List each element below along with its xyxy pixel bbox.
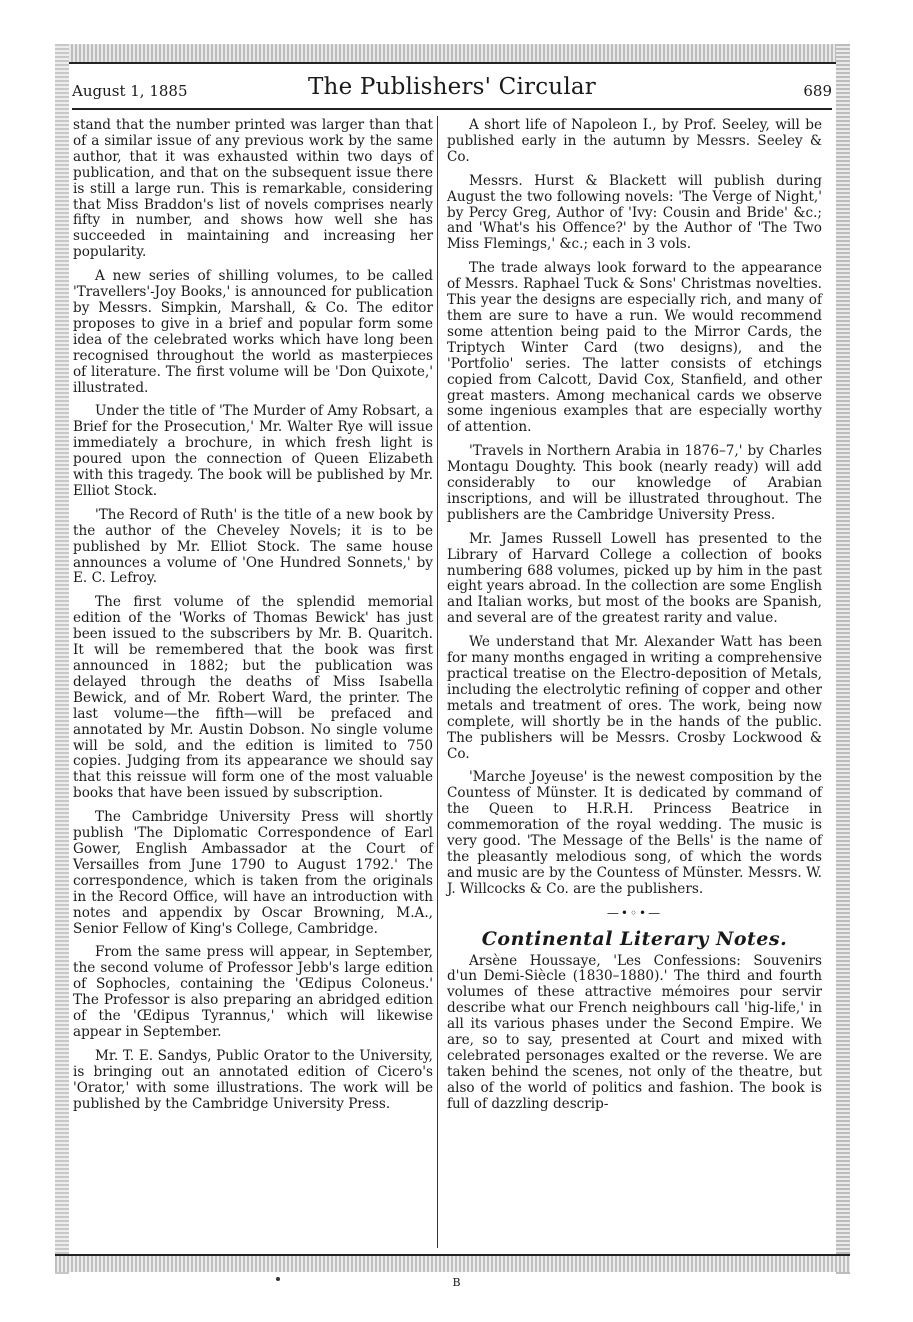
right-column — [447, 118, 822, 1121]
paragraph: stand that the number printed was larger than that of a similar issue of any previous work by the same author, that it was exhausted within two days of publication, and that on the subsequent issue there is still a large run. This is remarkable, considering that Miss Braddon's list of novels comprises nearly fifty in number, and shows how well she has succeeded in maintaining and increasing her popularity. — [73, 117, 433, 261]
signature-mark: B — [452, 1276, 461, 1289]
section-ornament: —•◦•— — [606, 905, 663, 920]
page-number: 689 — [803, 82, 832, 100]
paragraph: The first volume of the splendid memorial edition of the 'Works of Thomas Bewick' has just been issued to the subscribers by Mr. B. Quaritch. It will be remembered that the book was first announced in 1882; but the publication was delayed through the deaths of Miss Isabella Bewick, and of Mr. Robert Ward, the printer. The last volume—the fifth—will be prefaced and annotated by Mr. Austin Dobson. No single volume will be sold, and the edition is limited to 750 copies. Judging from its appearance we should say that this reissue will form one of the most valuable books that have been issued by subscription. — [73, 594, 433, 802]
left-column — [73, 118, 433, 1120]
paragraph: 'The Record of Ruth' is the title of a new book by the author of the Cheveley Novels; it is to be published by Mr. Elliot Stock. The same house announces a volume of 'One Hundred Sonnets,' by E. C. Lefroy. — [73, 506, 433, 587]
header-divider — [72, 108, 832, 110]
column-divider — [437, 116, 438, 1248]
right-border — [836, 44, 850, 1274]
paragraph: Messrs. Hurst & Blackett will publish during August the two following novels: 'The Verge of Night,' by Percy Greg, Author of 'Ivy: Cousin and Bride' &c.; and 'What's his Offence?' by the Author of 'The Two Miss Flemings,' &c.; each in 3 vols. — [447, 172, 822, 253]
paragraph: A short life of Napoleon I., by Prof. Seeley, will be published early in the autumn by Messrs. Seeley & Co. — [447, 117, 822, 165]
paragraph: Arsène Houssaye, 'Les Confessions: Souvenirs d'un Demi-Siècle (1830–1880).' The third and fourth volumes of these attractive mémoires pour servir describe what our French neighbours call 'hig-life,' in all its various phases under the Second Empire. We are, so to say, presented at Court and mixed with celebrated personages exalted or the reverse. We are taken behind the scenes, not only of the theatre, but also of the world of politics and fashion. The book is full of dazzling descrip- — [447, 952, 822, 1112]
top-border — [55, 44, 850, 64]
paragraph: We understand that Mr. Alexander Watt has been for many months engaged in writing a comprehensive practical treatise on the Electro-deposition of Metals, including the electrolytic refining of copper and other metals and treatment of ores. The work, being now complete, will shortly be in the hands of the public. The publishers will be Messrs. Crosby Lockwood & Co. — [447, 634, 822, 762]
paragraph: The trade always look forward to the appearance of Messrs. Raphael Tuck & Sons' Christmas novelties. This year the designs are especially rich, and many of them are sure to have a run. We would recommend some attention being paid to the Mirror Cards, the Triptych Winter Card (two designs), and the 'Portfolio' series. The latter consists of etchings copied from Calcott, David Cox, Stanfield, and other great masters. Among mechanical cards we observe some ingenious examples that are especially worthy of attention. — [447, 260, 822, 436]
paragraph: The Cambridge University Press will shortly publish 'The Diplomatic Correspondence of Earl Gower, English Ambassador at the Court of Versailles from June 1790 to August 1792.' The correspondence, which is taken from the originals in the Record Office, will have an introduction with notes and appendix by Oscar Browning, M.A., Senior Fellow of King's College, Cambridge. — [73, 809, 433, 937]
section-heading: Continental Literary Notes. — [481, 927, 788, 950]
paragraph: 'Marche Joyeuse' is the newest composition by the Countess of Münster. It is dedicated by command of the Queen to H.R.H. Princess Beatrice in commemoration of the royal wedding. The music is very good. 'The Message of the Bells' is the name of the pleasantly melodious song, of which the words and music are by the Countess of Münster. Messrs. W. J. Willcocks & Co. are the publishers. — [447, 769, 822, 897]
paragraph: Mr. James Russell Lowell has presented to the Library of Harvard College a collection of books numbering 688 volumes, picked up by him in the past eight years abroad. In the collection are some English and Italian works, but most of the books are Spanish, and several are of the greatest rarity and value. — [447, 530, 822, 627]
page-title: The Publishers' Circular — [308, 74, 596, 100]
paragraph: From the same press will appear, in September, the second volume of Professor Jebb's large edition of Sophocles, containing the 'Œdipus Coloneus.' The Professor is also preparing an abridged edition of the 'Œdipus Tyrannus,' which will likewise appear in September. — [73, 944, 433, 1040]
issue-date: August 1, 1885 — [72, 82, 188, 100]
left-border — [55, 44, 69, 1274]
bottom-border — [55, 1254, 850, 1272]
paragraph: 'Travels in Northern Arabia in 1876–7,' by Charles Montagu Doughty. This book (nearly ready) will add considerably to our knowledge of Arabian inscriptions, and will be illustrated throughout. The publishers are the Cambridge University Press. — [447, 443, 822, 523]
paragraph: A new series of shilling volumes, to be called 'Travellers'-Joy Books,' is announced for publication by Messrs. Simpkin, Marshall, & Co. The editor proposes to give in a brief and popular form some idea of the celebrated works which have long been recognised throughout the world as masterpieces of literature. The first volume will be 'Don Quixote,' illustrated. — [73, 268, 433, 396]
paragraph: Under the title of 'The Murder of Amy Robsart, a Brief for the Prosecution,' Mr. Walter Rye will issue immediately a brochure, in which fresh light is poured upon the connection of Queen Elizabeth with this tragedy. The book will be published by Mr. Elliot Stock. — [73, 403, 433, 499]
paragraph: Mr. T. E. Sandys, Public Orator to the University, is bringing out an annotated edition of Cicero's 'Orator,' with some illustrations. The work will be published by the Cambridge University Press. — [73, 1047, 433, 1112]
page-header — [72, 70, 832, 106]
